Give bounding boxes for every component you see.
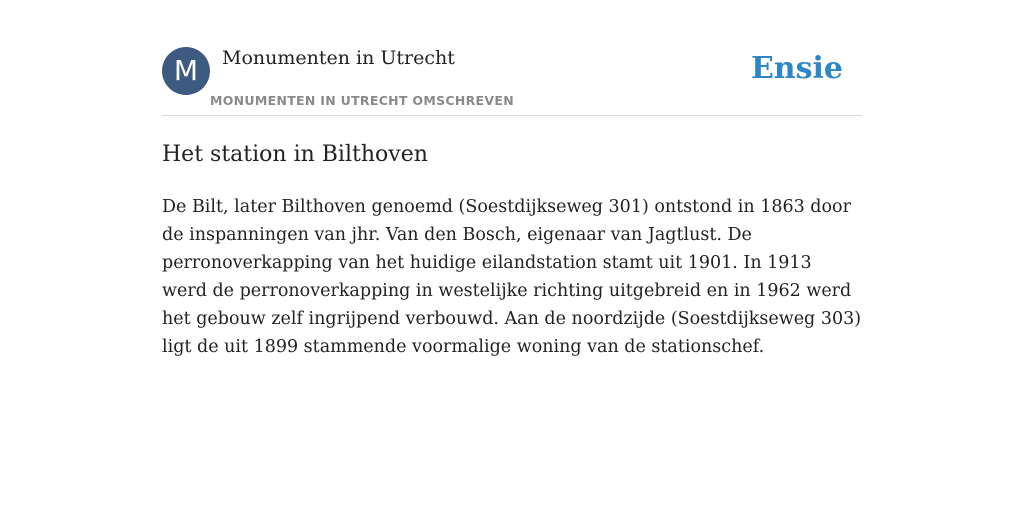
article-title: Het station in Bilthoven xyxy=(162,142,428,167)
avatar: M xyxy=(162,47,210,95)
article-body: De Bilt, later Bilthoven genoemd (Soestdijkseweg 301) ontstond in 1863 door de inspanningen van jhr. Van den Bosch, eigenaar van Jagtlust. De perronoverkapping van het huidige eilandstation stamt uit 1901. In 1913 werd de perronoverkapping in westelijke richting uitgebreid en in 1962 werd het gebouw zelf ingrijpend verbouwd. Aan de noordzijde (Soestdijkseweg 303) ligt de uit 1899 stammende voormalige woning van de stationschef. xyxy=(162,197,862,357)
brand-logo[interactable]: Ensie xyxy=(750,51,843,86)
header xyxy=(162,46,862,116)
site-subtitle: MONUMENTEN IN UTRECHT OMSCHREVEN xyxy=(210,93,514,108)
content-card xyxy=(162,46,862,361)
site-title: Monumenten in Utrecht xyxy=(222,47,455,69)
